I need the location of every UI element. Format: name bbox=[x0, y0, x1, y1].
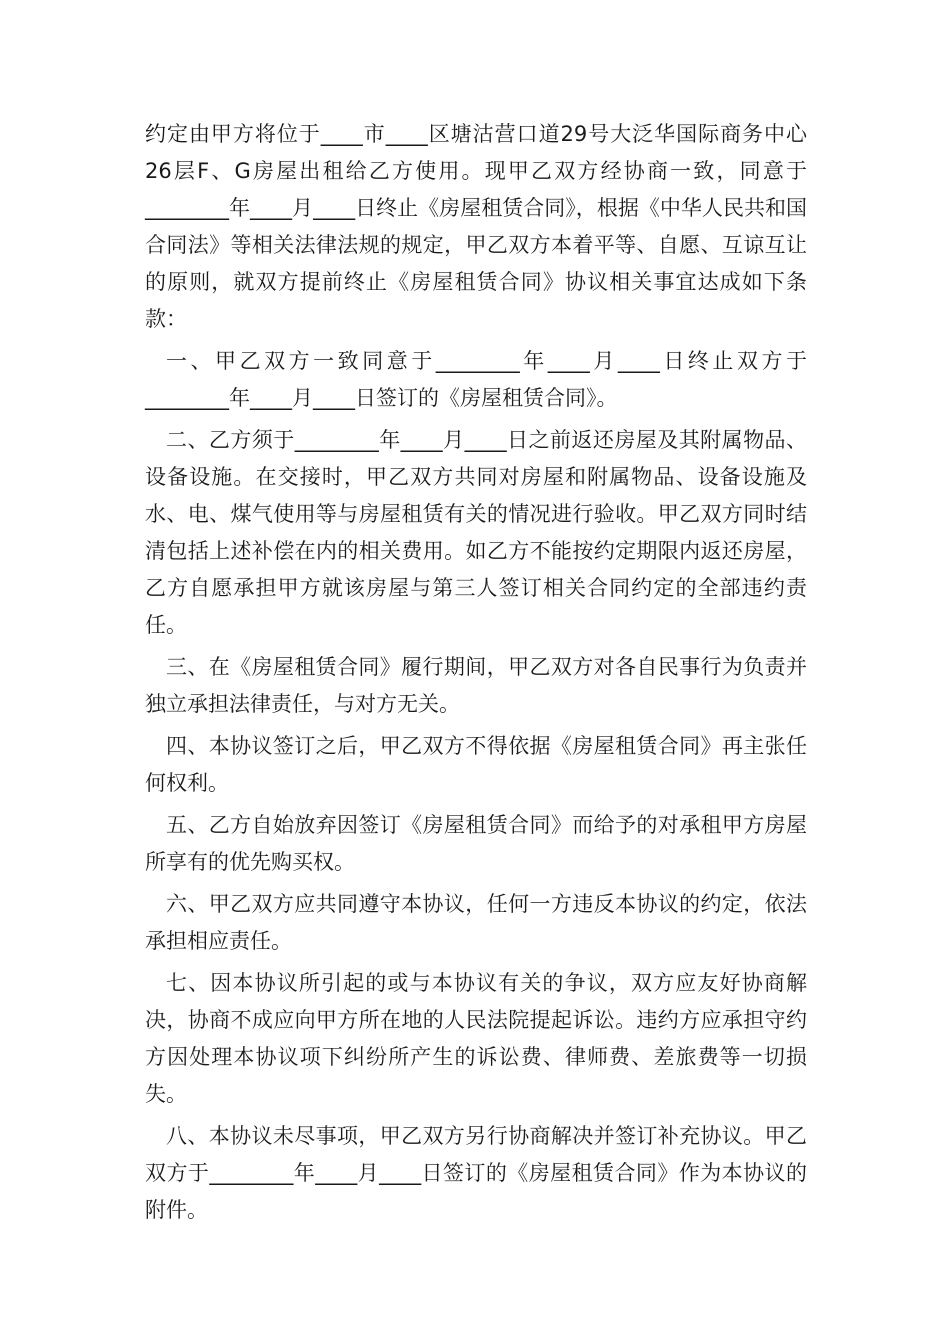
document-body bbox=[145, 116, 807, 1234]
clause-7: 七、因本协议所引起的或与本协议有关的争议，双方应友好协商解决，协商不成应向甲方所在地的人民法院提起诉讼。违约方应承担守约方因处理本协议项下纠纷所产生的诉讼费、律师费、差旅费等一切损失。 bbox=[145, 971, 807, 1106]
clause-3: 三、在《房屋租赁合同》履行期间，甲乙双方对各自民事行为负责并独立承担法律责任，与对方无关。 bbox=[145, 655, 807, 716]
paragraph-intro: 约定由甲方将位于____市____区塘沽营口道29号大泛华国际商务中心26层F、G房屋出租给乙方使用。现甲乙双方经协商一致，同意于________年____月____日终止《房屋租赁合同》，根据《中华人民共和国合同法》等相关法律法规的规定，甲乙双方本着平等、自愿、互谅互让的原则，就双方提前终止《房屋租赁合同》协议相关事宜达成如下条款： bbox=[145, 122, 807, 331]
clause-1: 一、甲乙双方一致同意于________年____月____日终止双方于________年____月____日签订的《房屋租赁合同》。 bbox=[145, 349, 807, 410]
clause-2: 二、乙方须于________年____月____日之前返还房屋及其附属物品、设备设施。在交接时，甲乙双方共同对房屋和附属物品、设备设施及水、电、煤气使用等与房屋租赁有关的情况进行验收。甲乙双方同时结清包括上述补偿在内的相关费用。如乙方不能按约定期限内返还房屋，乙方自愿承担甲方就该房屋与第三人签订相关合同约定的全部违约责任。 bbox=[145, 428, 807, 637]
clause-8: 八、本协议未尽事项，甲乙双方另行协商解决并签订补充协议。甲乙双方于________年____月____日签订的《房屋租赁合同》作为本协议的附件。 bbox=[145, 1124, 807, 1222]
clause-5: 五、乙方自始放弃因签订《房屋租赁合同》而给予的对承租甲方房屋所享有的优先购买权。 bbox=[145, 813, 807, 874]
clause-6: 六、甲乙双方应共同遵守本协议，任何一方违反本协议的约定，依法承担相应责任。 bbox=[145, 892, 807, 953]
clause-4: 四、本协议签订之后，甲乙双方不得依据《房屋租赁合同》再主张任何权利。 bbox=[145, 734, 807, 795]
